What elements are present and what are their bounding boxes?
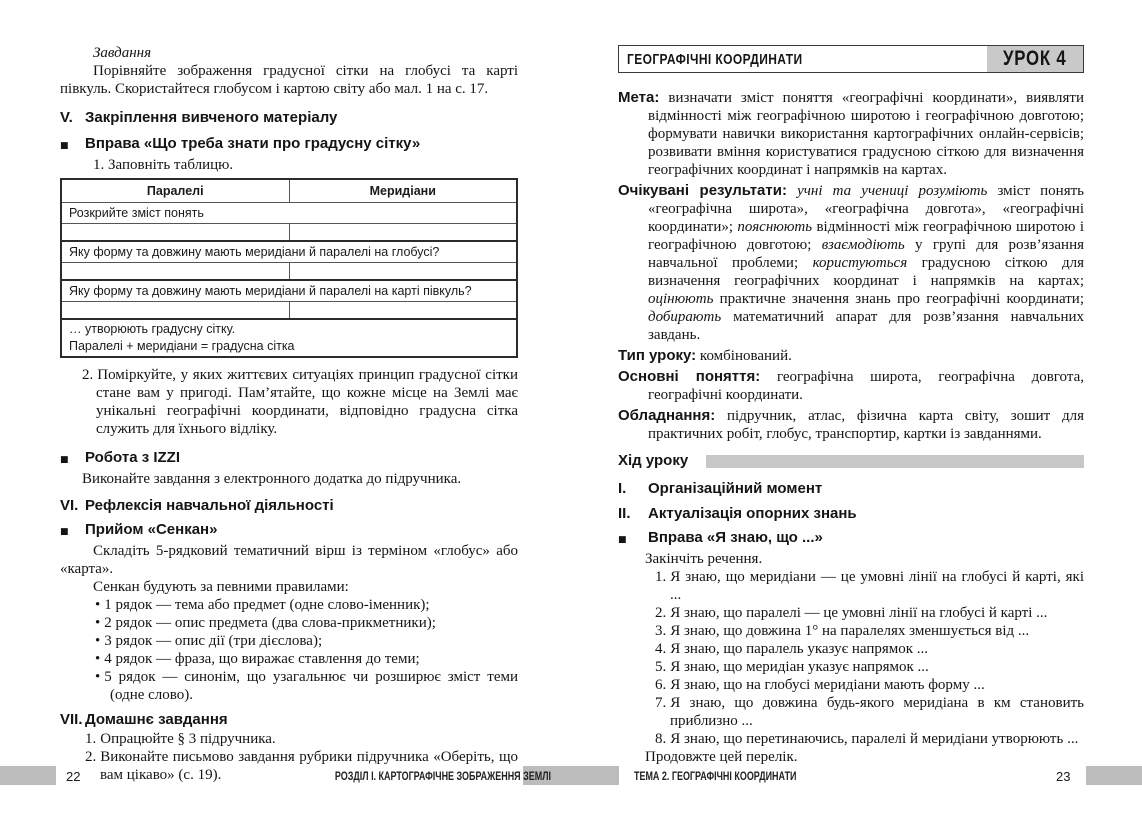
table-header-parallels: Паралелі — [61, 179, 289, 203]
gray-rule-bar — [706, 455, 1084, 468]
lesson-header-bar — [618, 45, 1084, 73]
step-text: Поміркуйте, у яких життєвих ситуаціях принцип градусної сітки стане вам у пригоді. Пам’ятайте, що кожне місце на Землі має унікальні географічні координати, відповідно градусна сітка служить для їхнього відліку. — [96, 367, 518, 437]
table-question-3: Яку форму та довжину мають меридіани й паралелі на карті півкуль? — [61, 280, 517, 302]
know-exercise-heading — [618, 528, 1084, 550]
key-concepts-block — [618, 368, 1084, 404]
list-item: • 5 рядок — синонім, що узагальнює чи розширює зміст теми (одне слово). — [95, 669, 518, 703]
know-item: 6. Я знаю, що на глобусі меридіани мають форму ... — [655, 677, 985, 693]
table-summary-line-1: … утворюють градусну сітку. — [69, 322, 236, 336]
lesson-flow-label: Хід уроку — [618, 452, 689, 469]
running-title-right: ТЕМА 2. ГЕОГРАФІЧНІ КООРДИНАТИ — [634, 771, 797, 783]
stage-1-heading — [618, 479, 1084, 499]
izzi-text: Виконайте завдання з електронного додатка до підручника. — [82, 471, 462, 487]
equipment-text: підручник, атлас, фізична карта світу, зошит для практичних робіт, глобус, транспортир, картки із завданнями. — [648, 408, 1084, 442]
lesson-flow-divider — [618, 451, 1084, 471]
exercise-step-1: 1. Заповніть таблицю. — [93, 157, 234, 173]
item-number: 2. — [85, 749, 97, 765]
table-question-1: Розкрийте зміст понять — [61, 203, 517, 224]
square-bullet-icon: ■ — [618, 535, 627, 545]
exercise-grid-heading — [60, 134, 518, 156]
list-bullet-icon: • — [95, 615, 101, 631]
square-bullet-icon: ■ — [60, 455, 69, 465]
izzi-heading — [60, 448, 518, 470]
item-number: 1. — [655, 569, 667, 585]
lesson-type-label: Тип уроку: — [618, 347, 697, 364]
list-bullet-icon: • — [95, 669, 101, 685]
know-item: 1. Я знаю, що меридіани — це умовні лінії на глобусі й карті, які ... — [655, 569, 1084, 603]
key-concepts-text: географічна широта, географічна довгота, географічні координати. — [648, 369, 1085, 403]
list-bullet-icon: • — [95, 651, 101, 667]
know-item: 5. Я знаю, що меридіан указує напрямок ... — [655, 659, 929, 675]
know-item: 2. Я знаю, що паралелі — це умовні лінії на глобусі й карті ... — [655, 605, 1048, 621]
section-vi-heading — [60, 496, 518, 516]
page-number-left: 22 — [66, 769, 81, 784]
lesson-number-badge: УРОК 4 — [987, 46, 1083, 72]
stage-1-title: Організаційний момент — [648, 480, 823, 497]
lesson-topic: ГЕОГРАФІЧНІ КООРДИНАТИ — [627, 50, 803, 68]
item-number: 5. — [655, 659, 667, 675]
izzi-title: Робота з IZZI — [85, 449, 180, 466]
key-concepts-label: Основні поняття: — [618, 368, 761, 385]
table-row — [61, 224, 517, 242]
homework-item: 2. Виконайте письмово завдання рубрики підручника «Оберіть, що вам цікаво» (с. 19). — [85, 749, 518, 783]
footer-gray-box-left — [0, 766, 56, 785]
section-vii-number: VII. — [60, 711, 83, 728]
item-number: 6. — [655, 677, 667, 693]
stage-2-number: II. — [618, 505, 631, 522]
table-row — [61, 263, 517, 281]
running-title-left: РОЗДІЛ І. КАРТОГРАФІЧНЕ ЗОБРАЖЕННЯ ЗЕМЛІ — [334, 771, 551, 783]
item-number: 3. — [655, 623, 667, 639]
equipment-block — [618, 407, 1084, 443]
table-row — [61, 319, 517, 357]
equipment-label: Обладнання: — [618, 407, 716, 424]
section-vii-heading — [60, 710, 518, 730]
page-number-right: 23 — [1056, 769, 1071, 784]
stage-2-title: Актуалізація опорних знань — [648, 505, 857, 522]
senkan-lead: Сенкан будують за певними правилами: — [93, 579, 349, 595]
list-item: • 2 рядок — опис предмета (два слова-прикметники); — [95, 615, 436, 631]
meta-label: Мета: — [618, 89, 660, 106]
section-v-heading — [60, 108, 518, 128]
section-v-number: V. — [60, 109, 73, 126]
stage-2-heading — [618, 504, 1084, 524]
know-item: 4. Я знаю, що паралель указує напрямок ... — [655, 641, 929, 657]
right-page — [618, 0, 1084, 766]
know-exercise-close: Продовжте цей перелік. — [645, 749, 798, 765]
tasks-paragraph: Порівняйте зображення градусної сітки на глобусі та карті півкуль. Скористайтеся глобусом і картою світу або мал. 1 на с. 17. — [60, 63, 518, 97]
table-header-meridians: Меридіани — [289, 179, 517, 203]
table-row — [61, 241, 517, 263]
expected-results-label: Очікувані результати: — [618, 182, 787, 199]
item-number: 1. — [85, 731, 97, 747]
list-item: • 1 рядок — тема або предмет (одне слово-іменник); — [95, 597, 430, 613]
table-row — [61, 302, 517, 320]
know-item: 7. Я знаю, що довжина будь-якого меридіана в км становить приблизно ... — [655, 695, 1084, 729]
expected-results-block: Очікувані результати: учні та учениці розуміють зміст понять «географічна широта», «географічна довгота», «географічні координати»; пояснюють відмінності між географічною широтою і географічною довготою; взаємодіють у групі для розв’язання навчальної проблеми; користуються градусною сіткою для визначення географічних координат і напрямків на картах; оцінюють практичне значення знань про географічні координати; добирають математичний апарат для розв’язання навчальних завдань. — [618, 182, 1085, 343]
footer-gray-box-right — [1086, 766, 1142, 785]
know-item: 8. Я знаю, що перетинаючись, паралелі й меридіани утворюють ... — [655, 731, 1079, 747]
item-number: 7. — [655, 695, 667, 711]
list-bullet-icon: • — [95, 633, 101, 649]
square-bullet-icon: ■ — [60, 527, 69, 537]
lesson-type-block — [618, 347, 1084, 365]
section-vi-title: Рефлексія навчальної діяльності — [85, 497, 334, 514]
left-page — [60, 0, 518, 784]
exercise-grid-title: Вправа «Що треба знати про градусну сітку» — [85, 135, 421, 152]
item-number: 8. — [655, 731, 667, 747]
senkan-title: Прийом «Сенкан» — [85, 521, 218, 538]
meta-text: визначати зміст поняття «географічні координати», виявляти відмінності між географічною широтою і географічною довготою; формувати навички використання картографічних онлайн-сервісів; розвивати вміння користуватися градусною сіткою для визначення географічних координат і напрямків на картах. — [648, 90, 1084, 178]
section-v-title: Закріплення вивченого матеріалу — [85, 109, 338, 126]
table-question-2: Яку форму та довжину мають меридіани й паралелі на глобусі? — [61, 241, 517, 263]
table-row — [61, 280, 517, 302]
know-exercise-lead: Закінчіть речення. — [645, 551, 763, 567]
meta-block — [618, 89, 1084, 179]
table-summary-line-2: Паралелі + меридіани = градусна сітка — [69, 339, 295, 353]
square-bullet-icon: ■ — [60, 141, 69, 151]
list-item: • 4 рядок — фраза, що виражає ставлення до теми; — [95, 651, 420, 667]
table-header-row — [61, 179, 517, 203]
stage-1-number: I. — [618, 480, 627, 497]
senkan-heading — [60, 520, 518, 542]
know-item: 3. Я знаю, що довжина 1° на паралелях зменшується від ... — [655, 623, 1030, 639]
step-number: 2. — [82, 367, 94, 383]
section-vi-number: VI. — [60, 497, 79, 514]
item-number: 2. — [655, 605, 667, 621]
table-row — [61, 203, 517, 224]
list-item: • 3 рядок — опис дії (три дієслова); — [95, 633, 323, 649]
exercise-step-2 — [60, 366, 518, 438]
know-exercise-title: Вправа «Я знаю, що ...» — [648, 529, 823, 546]
homework-item: 1. Опрацюйте § 3 підручника. — [85, 731, 276, 747]
item-number: 4. — [655, 641, 667, 657]
parallels-meridians-table — [60, 178, 518, 358]
list-bullet-icon: • — [95, 597, 101, 613]
tasks-heading: Завдання — [93, 45, 152, 61]
senkan-intro: Складіть 5-рядковий тематичний вірш із терміном «глобус» або «карта». — [60, 543, 518, 577]
section-vii-title: Домашнє завдання — [85, 711, 228, 728]
lesson-type-text: комбінований. — [699, 348, 792, 364]
